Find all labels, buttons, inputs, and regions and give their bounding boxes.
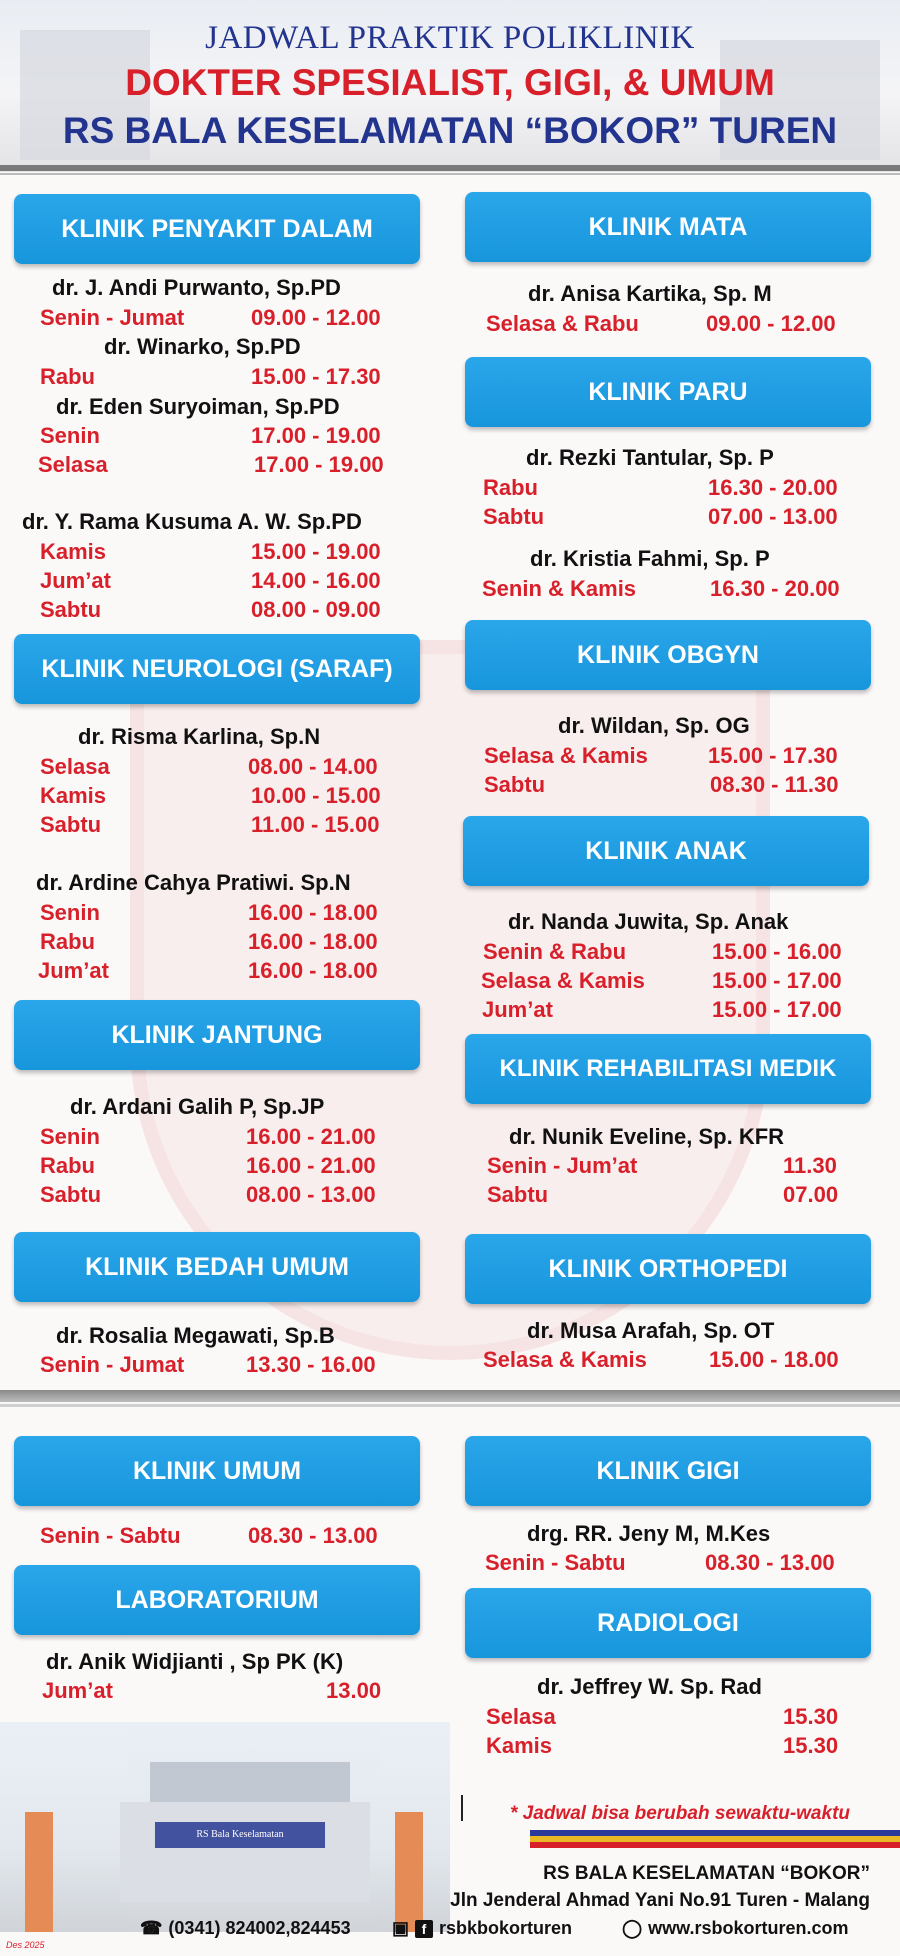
phone-text: (0341) 824002,824453 (168, 1918, 351, 1938)
schedule-time: 13.30 - 16.00 (246, 1352, 376, 1377)
clinic-neurologi-title: KLINIK NEUROLOGI (SARAF) (14, 634, 420, 704)
schedule-time: 15.00 - 17.00 (712, 968, 842, 993)
hospital-photo-sign: RS Bala Keselamatan (155, 1822, 325, 1848)
hospital-photo (0, 1722, 450, 1932)
schedule-day: Rabu (40, 929, 95, 954)
schedule-time: 16.30 - 20.00 (708, 475, 838, 500)
schedule-time: 16.00 - 18.00 (248, 929, 378, 954)
schedule-day: Selasa (38, 452, 108, 477)
schedule-time: 10.00 - 15.00 (251, 783, 381, 808)
doctor-name: dr. Kristia Fahmi, Sp. P (530, 546, 770, 571)
schedule-time: 15.00 - 17.00 (712, 997, 842, 1022)
schedule-day: Sabtu (40, 812, 102, 837)
schedule-day: Jum’at (40, 568, 111, 593)
doctor-name: dr. Anik Widjianti , Sp PK (K) (46, 1649, 344, 1674)
schedule-day: Senin - Sabtu (485, 1550, 626, 1575)
schedule-day: Sabtu (483, 504, 545, 529)
schedule-time: 09.00 - 12.00 (706, 311, 836, 336)
clinic-bedah-title: KLINIK BEDAH UMUM (14, 1232, 420, 1302)
header-line2: DOKTER SPESIALIST, GIGI, & UMUM (125, 62, 775, 103)
schedule-change-note: * Jadwal bisa berubah sewaktu-waktu (510, 1803, 850, 1824)
schedule-day: Senin & Rabu (483, 939, 627, 964)
schedule-day: Senin (40, 900, 100, 925)
clinic-mata-title: KLINIK MATA (465, 192, 871, 262)
schedule-day: Senin - Jumat (40, 1352, 185, 1377)
doctor-name: dr. Rosalia Megawati, Sp.B (56, 1323, 335, 1348)
website-text: www.rsbokorturen.com (648, 1918, 849, 1938)
schedule-time: 17.00 - 19.00 (251, 423, 381, 448)
schedule-day: Selasa & Kamis (484, 743, 648, 768)
schedule-day: Kamis (486, 1733, 553, 1758)
schedule-time: 08.30 - 13.00 (248, 1523, 378, 1548)
laboratorium-title: LABORATORIUM (14, 1565, 420, 1635)
schedule-day: Kamis (40, 783, 107, 808)
schedule-day: Selasa (40, 754, 110, 779)
schedule-day: Jum’at (42, 1678, 113, 1703)
schedule-time: 14.00 - 16.00 (251, 568, 381, 593)
doctor-name: dr. Wildan, Sp. OG (558, 713, 750, 738)
schedule-time: 15.00 - 17.30 (708, 743, 838, 768)
header-line1: JADWAL PRAKTIK POLIKLINIK (205, 20, 695, 56)
clinic-obgyn-title: KLINIK OBGYN (465, 620, 871, 690)
doctor-name: dr. Rezki Tantular, Sp. P (526, 445, 774, 470)
schedule-time: 11.30 (783, 1153, 837, 1178)
schedule-time: 15.30 (783, 1704, 839, 1729)
doctor-name: dr. Musa Arafah, Sp. OT (527, 1318, 775, 1343)
header-line3: RS BALA KESELAMATAN “BOKOR” TUREN (62, 110, 838, 151)
doctor-name: drg. RR. Jeny M, M.Kes (527, 1521, 771, 1546)
clinic-orthopedi-title: KLINIK ORTHOPEDI (465, 1234, 871, 1304)
schedule-day: Selasa & Kamis (481, 968, 645, 993)
schedule-day: Senin - Jum’at (487, 1153, 638, 1178)
schedule-time: 07.00 - 13.00 (708, 504, 838, 529)
schedule-time: 15.00 - 17.30 (251, 364, 381, 389)
schedule-day: Rabu (40, 1153, 95, 1178)
section-divider-thin (0, 1404, 900, 1407)
schedule-day: Jum’at (38, 958, 109, 983)
schedule-time: 08.00 - 13.00 (246, 1182, 376, 1207)
schedule-time: 09.00 - 12.00 (251, 305, 381, 330)
schedule-day: Senin (40, 1124, 100, 1149)
section-divider (0, 1390, 900, 1402)
doctor-name: dr. Ardani Galih P, Sp.JP (70, 1094, 325, 1119)
schedule-day: Rabu (40, 364, 95, 389)
schedule-time: 13.00 (326, 1678, 382, 1703)
schedule-time: 11.00 - 15.00 (251, 812, 380, 837)
schedule-time: 16.00 - 18.00 (248, 900, 378, 925)
schedule-day: Sabtu (487, 1182, 549, 1207)
schedule-time: 15.00 - 18.00 (709, 1347, 839, 1372)
schedule-day: Selasa (486, 1704, 556, 1729)
schedule-day: Kamis (40, 539, 107, 564)
doctor-name: dr. Nunik Eveline, Sp. KFR (509, 1124, 785, 1149)
schedule-day: Selasa & Rabu (486, 311, 639, 336)
footer-social (392, 1918, 572, 1939)
clinic-rehabilitasi-title: KLINIK REHABILITASI MEDIK (465, 1034, 871, 1104)
schedule-time: 15.00 - 19.00 (251, 539, 381, 564)
schedule-time: 16.30 - 20.00 (710, 576, 840, 601)
schedule-time: 07.00 (783, 1182, 839, 1207)
schedule-time: 16.00 - 21.00 (246, 1153, 376, 1178)
instagram-icon: ▣ (392, 1918, 410, 1938)
clinic-paru-title: KLINIK PARU (465, 357, 871, 427)
doctor-name: dr. Jeffrey W. Sp. Rad (537, 1674, 762, 1699)
header-divider (0, 165, 900, 171)
doctor-name: dr. Eden Suryoiman, Sp.PD (56, 394, 340, 419)
schedule-day: Rabu (483, 475, 538, 500)
footer-address: Jln Jenderal Ahmad Yani No.91 Turen - Malang (450, 1890, 870, 1911)
clinic-anak-title: KLINIK ANAK (463, 816, 869, 886)
schedule-time: 08.30 - 13.00 (705, 1550, 835, 1575)
schedule-day: Senin (40, 423, 100, 448)
footer-website (622, 1918, 849, 1939)
date-tag: Des 2025 (6, 1940, 45, 1950)
doctor-name: dr. Winarko, Sp.PD (104, 334, 301, 359)
schedule-day: Senin & Kamis (482, 576, 637, 601)
phone-icon: ☎ (140, 1918, 163, 1938)
clinic-gigi-title: KLINIK GIGI (465, 1436, 871, 1506)
header-divider-thin (0, 173, 900, 175)
schedule-time: 08.30 - 11.30 (710, 772, 839, 797)
schedule-time: 16.00 - 18.00 (248, 958, 378, 983)
clinic-umum-title: KLINIK UMUM (14, 1436, 420, 1506)
schedule-time: 08.00 - 14.00 (248, 754, 378, 779)
stripe-red (530, 1842, 900, 1848)
footer-phone (140, 1918, 351, 1939)
schedule-day: Senin - Sabtu (40, 1523, 181, 1548)
doctor-name: dr. J. Andi Purwanto, Sp.PD (52, 275, 341, 300)
radiologi-title: RADIOLOGI (465, 1588, 871, 1658)
schedule-day: Jum’at (482, 997, 553, 1022)
doctor-name: dr. Y. Rama Kusuma A. W. Sp.PD (22, 509, 362, 534)
schedule-day: Selasa & Kamis (483, 1347, 647, 1372)
doctor-name: dr. Anisa Kartika, Sp. M (528, 281, 772, 306)
schedule-time: 15.30 (783, 1733, 839, 1758)
schedule-day: Sabtu (484, 772, 546, 797)
doctor-name: dr. Nanda Juwita, Sp. Anak (508, 909, 789, 934)
footer-hospital-name: RS BALA KESELAMATAN “BOKOR” (543, 1863, 870, 1884)
clinic-jantung-title: KLINIK JANTUNG (14, 1000, 420, 1070)
social-handle: rsbkbokorturen (439, 1918, 573, 1938)
schedule-day: Senin - Jumat (40, 305, 185, 330)
doctor-name: dr. Risma Karlina, Sp.N (78, 724, 321, 749)
globe-icon: ◯ (622, 1918, 643, 1938)
clinic-penyakit-dalam-title: KLINIK PENYAKIT DALAM (14, 194, 420, 264)
facebook-icon: f (415, 1920, 433, 1938)
divider-mark (461, 1795, 463, 1821)
schedule-time: 08.00 - 09.00 (251, 597, 381, 622)
schedule-time: 16.00 - 21.00 (246, 1124, 376, 1149)
doctor-name: dr. Ardine Cahya Pratiwi. Sp.N (36, 870, 351, 895)
schedule-day: Sabtu (40, 597, 102, 622)
schedule-time: 17.00 - 19.00 (254, 452, 384, 477)
schedule-day: Sabtu (40, 1182, 102, 1207)
schedule-time: 15.00 - 16.00 (712, 939, 842, 964)
